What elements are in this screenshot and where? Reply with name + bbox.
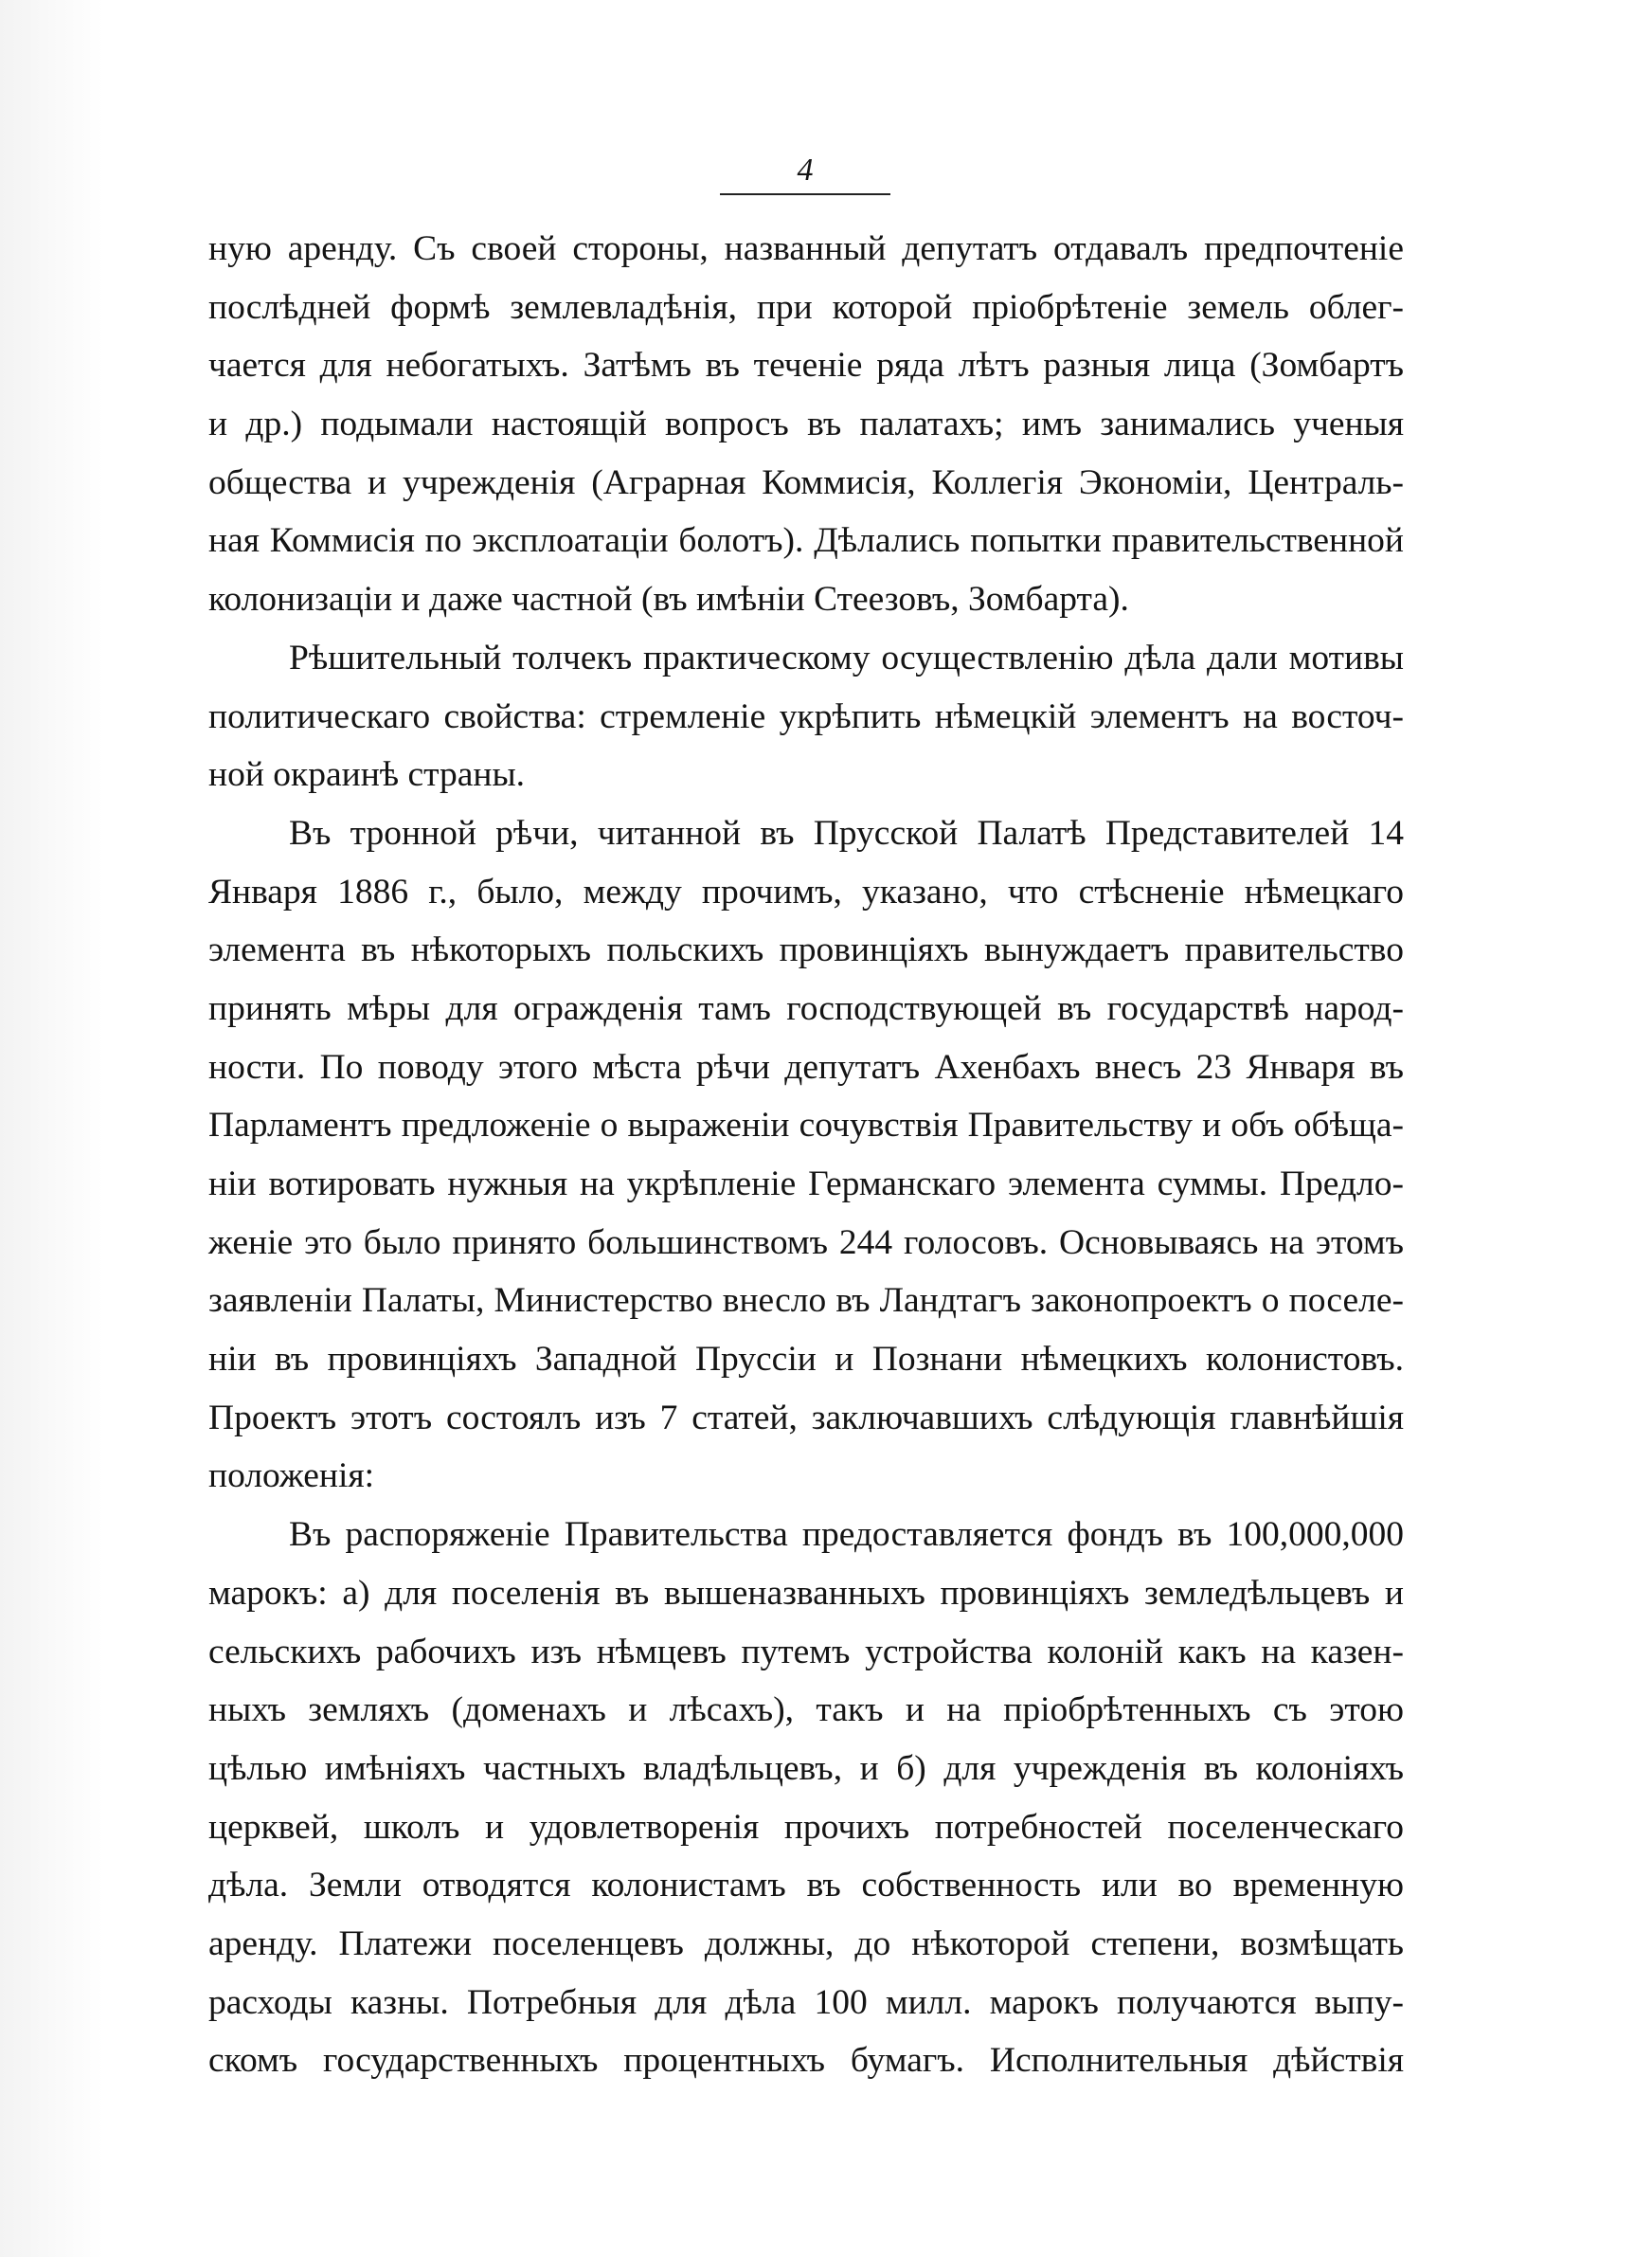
text-line: колонизаціи и даже частной (въ имѣніи Стеезовъ, Зомбарта). <box>208 580 1129 620</box>
text-line: ніи вотировать нужныя на укрѣпленіе Германскаго элемента суммы. Предло- <box>208 1165 1404 1203</box>
text-line: принять мѣры для огражденія тамъ господствующей въ государствѣ народ- <box>208 988 1404 1028</box>
text-line: Рѣшительный толчекъ практическому осуществленію дѣла дали мотивы <box>289 638 1404 677</box>
body-text <box>208 220 1404 2090</box>
text-line: элемента въ нѣкоторыхъ польскихъ провинціяхъ вынуждаетъ правительство <box>208 930 1404 970</box>
text-line: ныхъ земляхъ (доменахъ и лѣсахъ), такъ и на пріобрѣтенныхъ съ этою <box>208 1690 1404 1730</box>
text-line: положенія: <box>208 1456 375 1496</box>
text-line: ной окраинѣ страны. <box>208 755 526 795</box>
text-line: ности. По поводу этого мѣста рѣчи депутатъ Ахенбахъ внесъ 23 Января въ <box>208 1047 1404 1087</box>
text-line: марокъ: а) для поселенія въ вышеназванныхъ провинціяхъ земледѣльцевъ и <box>208 1573 1404 1613</box>
page-number: 4 <box>720 152 890 195</box>
paragraph-2 <box>208 629 1404 804</box>
text-line: ную аренду. Съ своей стороны, названный депутатъ отдавалъ предпочтеніе <box>208 229 1404 268</box>
text-line: расходы казны. Потребныя для дѣла 100 милл. марокъ получаются выпу- <box>208 1982 1404 2022</box>
text-line: ніи въ провинціяхъ Западной Пруссіи и Познани нѣмецкихъ колонистовъ. <box>208 1340 1404 1380</box>
text-line: послѣдней формѣ землевладѣнія, при которой пріобрѣтеніе земель облег- <box>208 287 1404 327</box>
text-line: общества и учрежденія (Аграрная Коммисія, Коллегія Экономіи, Централь- <box>208 462 1404 502</box>
text-line: ная Коммисія по эксплоатаціи болотъ). Дѣлались попытки правительственной <box>208 521 1404 561</box>
paragraph-3 <box>208 804 1404 1506</box>
text-line: женіе это было принято большинствомъ 244 голосовъ. Основываясь на этомъ <box>208 1222 1404 1262</box>
text-line: Парламентъ предложеніе о выраженіи сочувствія Правительству и объ обѣща- <box>208 1106 1404 1146</box>
scan-margin-shadow <box>0 0 104 2257</box>
text-line: Проектъ этотъ состоялъ изъ 7 статей, заключавшихъ слѣдующія главнѣйшія <box>208 1398 1404 1437</box>
text-line: Въ распоряженіе Правительства предоставляется фондъ въ 100,000,000 <box>289 1515 1404 1555</box>
text-line: сельскихъ рабочихъ изъ нѣмцевъ путемъ устройства колоній какъ на казен- <box>208 1632 1404 1671</box>
text-line: скомъ государственныхъ процентныхъ бумагъ. Исполнительныя дѣйствія <box>208 2041 1404 2081</box>
text-line: и др.) подымали настоящій вопросъ въ палатахъ; имъ занимались ученыя <box>208 405 1404 444</box>
text-line: Января 1886 г., было, между прочимъ, указано, что стѣсненіе нѣмецкаго <box>208 872 1404 912</box>
text-line: политическаго свойства: стремленіе укрѣпить нѣмецкій элементъ на восточ- <box>208 696 1404 736</box>
text-line: церквей, школъ и удовлетворенія прочихъ потребностей поселенческаго <box>208 1807 1404 1847</box>
text-line: дѣла. Земли отводятся колонистамъ въ собственность или во временную <box>208 1866 1404 1905</box>
text-line: цѣлью имѣніяхъ частныхъ владѣльцевъ, и б) для учрежденія въ колоніяхъ <box>208 1748 1404 1788</box>
paragraph-1 <box>208 220 1404 629</box>
text-line: Въ тронной рѣчи, читанной въ Прусской Палатѣ Представителей 14 <box>289 813 1404 853</box>
text-line: аренду. Платежи поселенцевъ должны, до нѣкоторой степени, возмѣщать <box>208 1923 1404 1963</box>
paragraph-4 <box>208 1506 1404 2090</box>
text-line: заявленіи Палаты, Министерство внесло въ Ландтагъ законопроектъ о поселе- <box>208 1281 1404 1321</box>
text-line: чается для небогатыхъ. Затѣмъ въ теченіе ряда лѣтъ разныя лица (Зомбартъ <box>208 346 1404 386</box>
